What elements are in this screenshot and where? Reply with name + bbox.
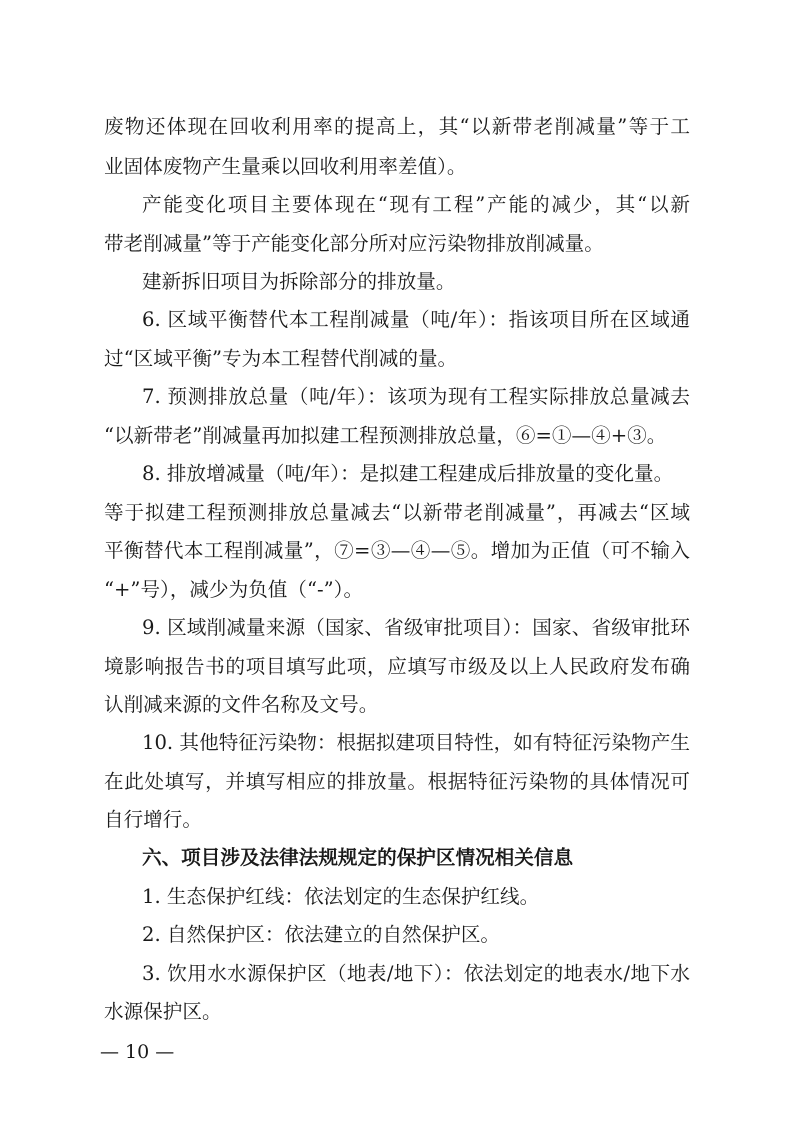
text-line: 等于拟建工程预测排放总量减去“以新带老削减量”，再减去“区域 <box>104 501 690 524</box>
text-line: 水源保护区。 <box>104 1000 222 1023</box>
text-line: “以新带老”削减量再加拟建工程预测排放总量，⑥=①—④+③。 <box>104 424 667 447</box>
text-line: 8. 排放增减量（吨/年）：是拟建工程建成后排放量的变化量。 <box>142 462 674 485</box>
text-line: 10. 其他特征污染物：根据拟建项目特性，如有特征污染物产生 <box>142 731 690 754</box>
text-line: 6. 区域平衡替代本工程削减量（吨/年）：指该项目所在区域通 <box>142 308 690 331</box>
text-line: 平衡替代本工程削减量”，⑦=③—④—⑤。增加为正值（可不输入 <box>104 539 690 562</box>
text-line: 9. 区域削减量来源（国家、省级审批项目）：国家、省级审批环 <box>142 616 690 639</box>
text-line: 2. 自然保护区：依法建立的自然保护区。 <box>142 923 501 946</box>
text-line: 产能变化项目主要体现在“现有工程”产能的减少，其“以新 <box>142 193 690 216</box>
text-line: 建新拆旧项目为拆除部分的排放量。 <box>142 270 456 293</box>
section-heading: 六、项目涉及法律法规规定的保护区情况相关信息 <box>142 846 574 869</box>
text-line: 在此处填写，并填写相应的排放量。根据特征污染物的具体情况可 <box>104 770 690 793</box>
page-number: — 10 — <box>100 1041 175 1063</box>
text-line: 1. 生态保护红线：依法划定的生态保护红线。 <box>142 885 540 908</box>
text-line: 7. 预测排放总量（吨/年）：该项为现有工程实际排放总量减去 <box>142 385 690 408</box>
text-line: 自行增行。 <box>104 808 202 831</box>
text-line: 业固体废物产生量乘以回收利用率差值）。 <box>104 155 467 178</box>
text-line: 认削减来源的文件名称及文号。 <box>104 693 379 716</box>
text-line: 带老削减量”等于产能变化部分所对应污染物排放削减量。 <box>104 232 604 255</box>
text-line: 过“区域平衡”专为本工程替代削减的量。 <box>104 347 458 370</box>
text-line: 废物还体现在回收利用率的提高上，其“以新带老削减量”等于工 <box>104 115 690 138</box>
text-line: “+”号），减少为负值（“-”）。 <box>104 578 364 601</box>
text-line: 境影响报告书的项目填写此项，应填写市级及以上人民政府发布确 <box>104 655 690 678</box>
text-line: 3. 饮用水水源保护区（地表/地下）：依法划定的地表水/地下水 <box>142 962 690 985</box>
